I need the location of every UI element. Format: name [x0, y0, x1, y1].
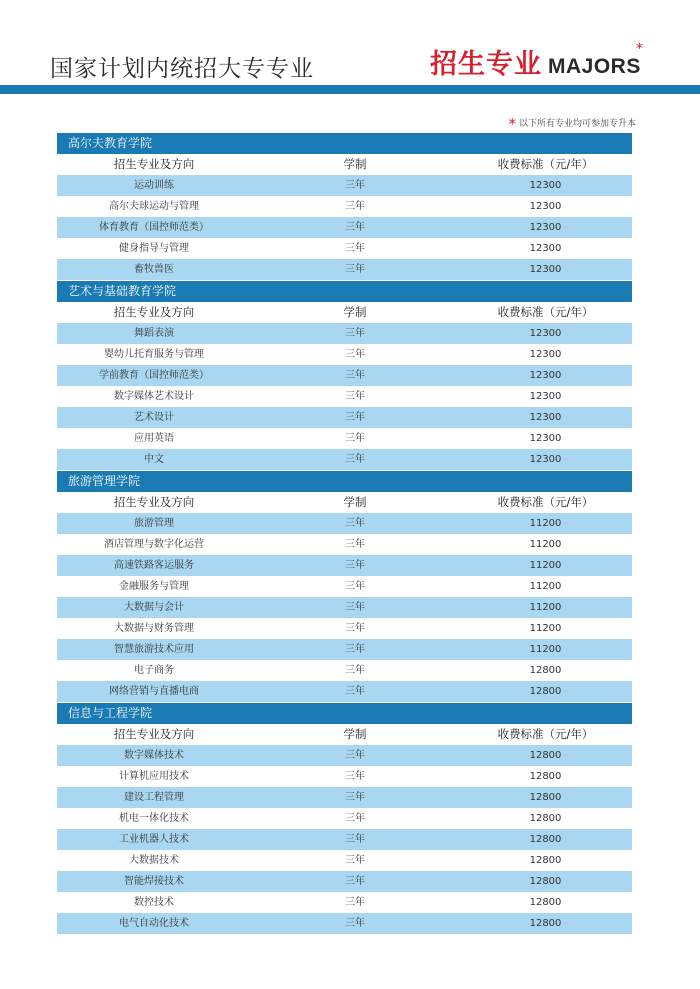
tuition-fee: 11200	[529, 539, 562, 550]
table-row	[57, 618, 632, 639]
brand-heading	[430, 42, 641, 81]
duration: 三年	[345, 855, 365, 866]
duration: 三年	[345, 665, 365, 676]
major-name: 数字媒体艺术设计	[114, 391, 194, 402]
table-row	[57, 681, 632, 702]
table-row	[57, 386, 632, 407]
tuition-fee: 12800	[529, 855, 562, 866]
section-title: 旅游管理学院	[57, 471, 632, 492]
duration: 三年	[345, 539, 365, 550]
major-name: 体育教育（国控师范类）	[99, 222, 209, 233]
table-row	[57, 892, 632, 913]
table-row	[57, 745, 632, 766]
tuition-fee: 11200	[529, 623, 562, 634]
brand-star-icon: *	[636, 41, 643, 57]
table-row	[57, 513, 632, 534]
tuition-fee: 12800	[529, 686, 562, 697]
major-name: 艺术设计	[134, 412, 174, 423]
tuition-fee: 12800	[529, 792, 562, 803]
brand-heading-cn: 招生专业	[430, 49, 542, 80]
major-name: 大数据技术	[129, 855, 179, 866]
table-row	[57, 808, 632, 829]
duration: 三年	[345, 750, 365, 761]
major-name: 高速铁路客运服务	[114, 560, 194, 571]
table-row	[57, 365, 632, 386]
table-row	[57, 597, 632, 618]
tuition-fee: 12300	[529, 201, 562, 212]
table-row	[57, 660, 632, 681]
header-divider-bar	[0, 85, 700, 94]
tuition-fee: 12300	[529, 370, 562, 381]
major-name: 中文	[144, 454, 164, 465]
duration: 三年	[345, 328, 365, 339]
table-row	[57, 850, 632, 871]
major-name: 舞蹈表演	[134, 328, 174, 339]
footnote-text: 以下所有专业均可参加专升本	[518, 119, 636, 129]
duration: 三年	[345, 243, 365, 254]
duration: 三年	[345, 771, 365, 782]
major-name: 应用英语	[134, 433, 174, 444]
tuition-fee: 12800	[529, 813, 562, 824]
tuition-fee: 12300	[529, 349, 562, 360]
table-row	[57, 196, 632, 217]
table-row	[57, 829, 632, 850]
duration: 三年	[345, 264, 365, 275]
tuition-fee: 11200	[529, 560, 562, 571]
duration: 三年	[345, 454, 365, 465]
column-header: 收费标准（元/年）	[497, 305, 594, 319]
major-name: 建设工程管理	[124, 792, 184, 803]
column-header: 招生专业及方向	[113, 495, 195, 509]
duration: 三年	[345, 623, 365, 634]
major-name: 运动训练	[134, 180, 174, 191]
table-row	[57, 555, 632, 576]
column-header: 收费标准（元/年）	[497, 727, 594, 741]
table-row	[57, 323, 632, 344]
tuition-fee: 12300	[529, 328, 562, 339]
asterisk-icon: *	[508, 115, 516, 133]
table-row	[57, 217, 632, 238]
tuition-fee: 12800	[529, 876, 562, 887]
section-title: 信息与工程学院	[57, 703, 632, 724]
table-row	[57, 344, 632, 365]
table-row	[57, 449, 632, 470]
table-row	[57, 871, 632, 892]
tuition-fee: 11200	[529, 581, 562, 592]
duration: 三年	[345, 876, 365, 887]
section-title: 艺术与基础教育学院	[57, 281, 632, 302]
duration: 三年	[345, 412, 365, 423]
tuition-fee: 12800	[529, 771, 562, 782]
tuition-fee: 12300	[529, 222, 562, 233]
table-row	[57, 787, 632, 808]
tuition-fee: 12300	[529, 180, 562, 191]
tuition-fee: 12800	[529, 665, 562, 676]
duration: 三年	[345, 813, 365, 824]
duration: 三年	[345, 602, 365, 613]
major-name: 大数据与财务管理	[114, 623, 194, 634]
majors-table	[57, 132, 632, 934]
brand-heading-en: MAJORS	[548, 55, 641, 78]
table-row	[57, 576, 632, 597]
column-header-row	[57, 154, 632, 175]
tuition-fee: 12300	[529, 433, 562, 444]
major-name: 数字媒体技术	[124, 750, 184, 761]
column-header: 学制	[343, 727, 367, 741]
column-header: 学制	[343, 305, 367, 319]
major-name: 电子商务	[134, 665, 174, 676]
tuition-fee: 12800	[529, 750, 562, 761]
table-row	[57, 766, 632, 787]
section-title: 高尔夫教育学院	[57, 133, 632, 154]
column-header-row	[57, 724, 632, 745]
tuition-fee: 12300	[529, 264, 562, 275]
duration: 三年	[345, 897, 365, 908]
footnote	[508, 115, 636, 133]
table-row	[57, 407, 632, 428]
major-name: 网络营销与直播电商	[109, 686, 199, 697]
column-header: 学制	[343, 495, 367, 509]
tuition-fee: 12800	[529, 918, 562, 929]
table-row	[57, 534, 632, 555]
column-header-row	[57, 302, 632, 323]
table-row	[57, 428, 632, 449]
major-name: 金融服务与管理	[119, 581, 189, 592]
table-row	[57, 639, 632, 660]
duration: 三年	[345, 433, 365, 444]
duration: 三年	[345, 644, 365, 655]
duration: 三年	[345, 349, 365, 360]
table-row	[57, 259, 632, 280]
major-name: 高尔夫球运动与管理	[109, 201, 199, 212]
major-name: 智慧旅游技术应用	[114, 644, 194, 655]
duration: 三年	[345, 370, 365, 381]
tuition-fee: 11200	[529, 602, 562, 613]
major-name: 智能焊接技术	[124, 876, 184, 887]
duration: 三年	[345, 391, 365, 402]
tuition-fee: 12800	[529, 897, 562, 908]
column-header: 收费标准（元/年）	[497, 157, 594, 171]
table-row	[57, 175, 632, 196]
major-name: 健身指导与管理	[119, 243, 189, 254]
table-row	[57, 913, 632, 934]
table-row	[57, 238, 632, 259]
duration: 三年	[345, 518, 365, 529]
major-name: 婴幼儿托育服务与管理	[104, 349, 204, 360]
tuition-fee: 12300	[529, 454, 562, 465]
duration: 三年	[345, 201, 365, 212]
major-name: 学前教育（国控师范类）	[99, 370, 209, 381]
duration: 三年	[345, 686, 365, 697]
major-name: 机电一体化技术	[119, 813, 189, 824]
column-header-row	[57, 492, 632, 513]
major-name: 旅游管理	[134, 518, 174, 529]
duration: 三年	[345, 581, 365, 592]
page-title: 国家计划内统招大专专业	[50, 56, 314, 82]
tuition-fee: 12300	[529, 243, 562, 254]
major-name: 工业机器人技术	[119, 834, 189, 845]
major-name: 数控技术	[134, 897, 174, 908]
duration: 三年	[345, 792, 365, 803]
column-header: 学制	[343, 157, 367, 171]
column-header: 招生专业及方向	[113, 305, 195, 319]
duration: 三年	[345, 918, 365, 929]
tuition-fee: 11200	[529, 644, 562, 655]
major-name: 畜牧兽医	[134, 264, 174, 275]
major-name: 电气自动化技术	[119, 918, 189, 929]
major-name: 酒店管理与数字化运营	[104, 539, 204, 550]
column-header: 收费标准（元/年）	[497, 495, 594, 509]
tuition-fee: 11200	[529, 518, 562, 529]
duration: 三年	[345, 834, 365, 845]
column-header: 招生专业及方向	[113, 727, 195, 741]
major-name: 大数据与会计	[124, 602, 184, 613]
column-header: 招生专业及方向	[113, 157, 195, 171]
duration: 三年	[345, 222, 365, 233]
duration: 三年	[345, 560, 365, 571]
tuition-fee: 12800	[529, 834, 562, 845]
duration: 三年	[345, 180, 365, 191]
tuition-fee: 12300	[529, 391, 562, 402]
major-name: 计算机应用技术	[119, 771, 189, 782]
tuition-fee: 12300	[529, 412, 562, 423]
